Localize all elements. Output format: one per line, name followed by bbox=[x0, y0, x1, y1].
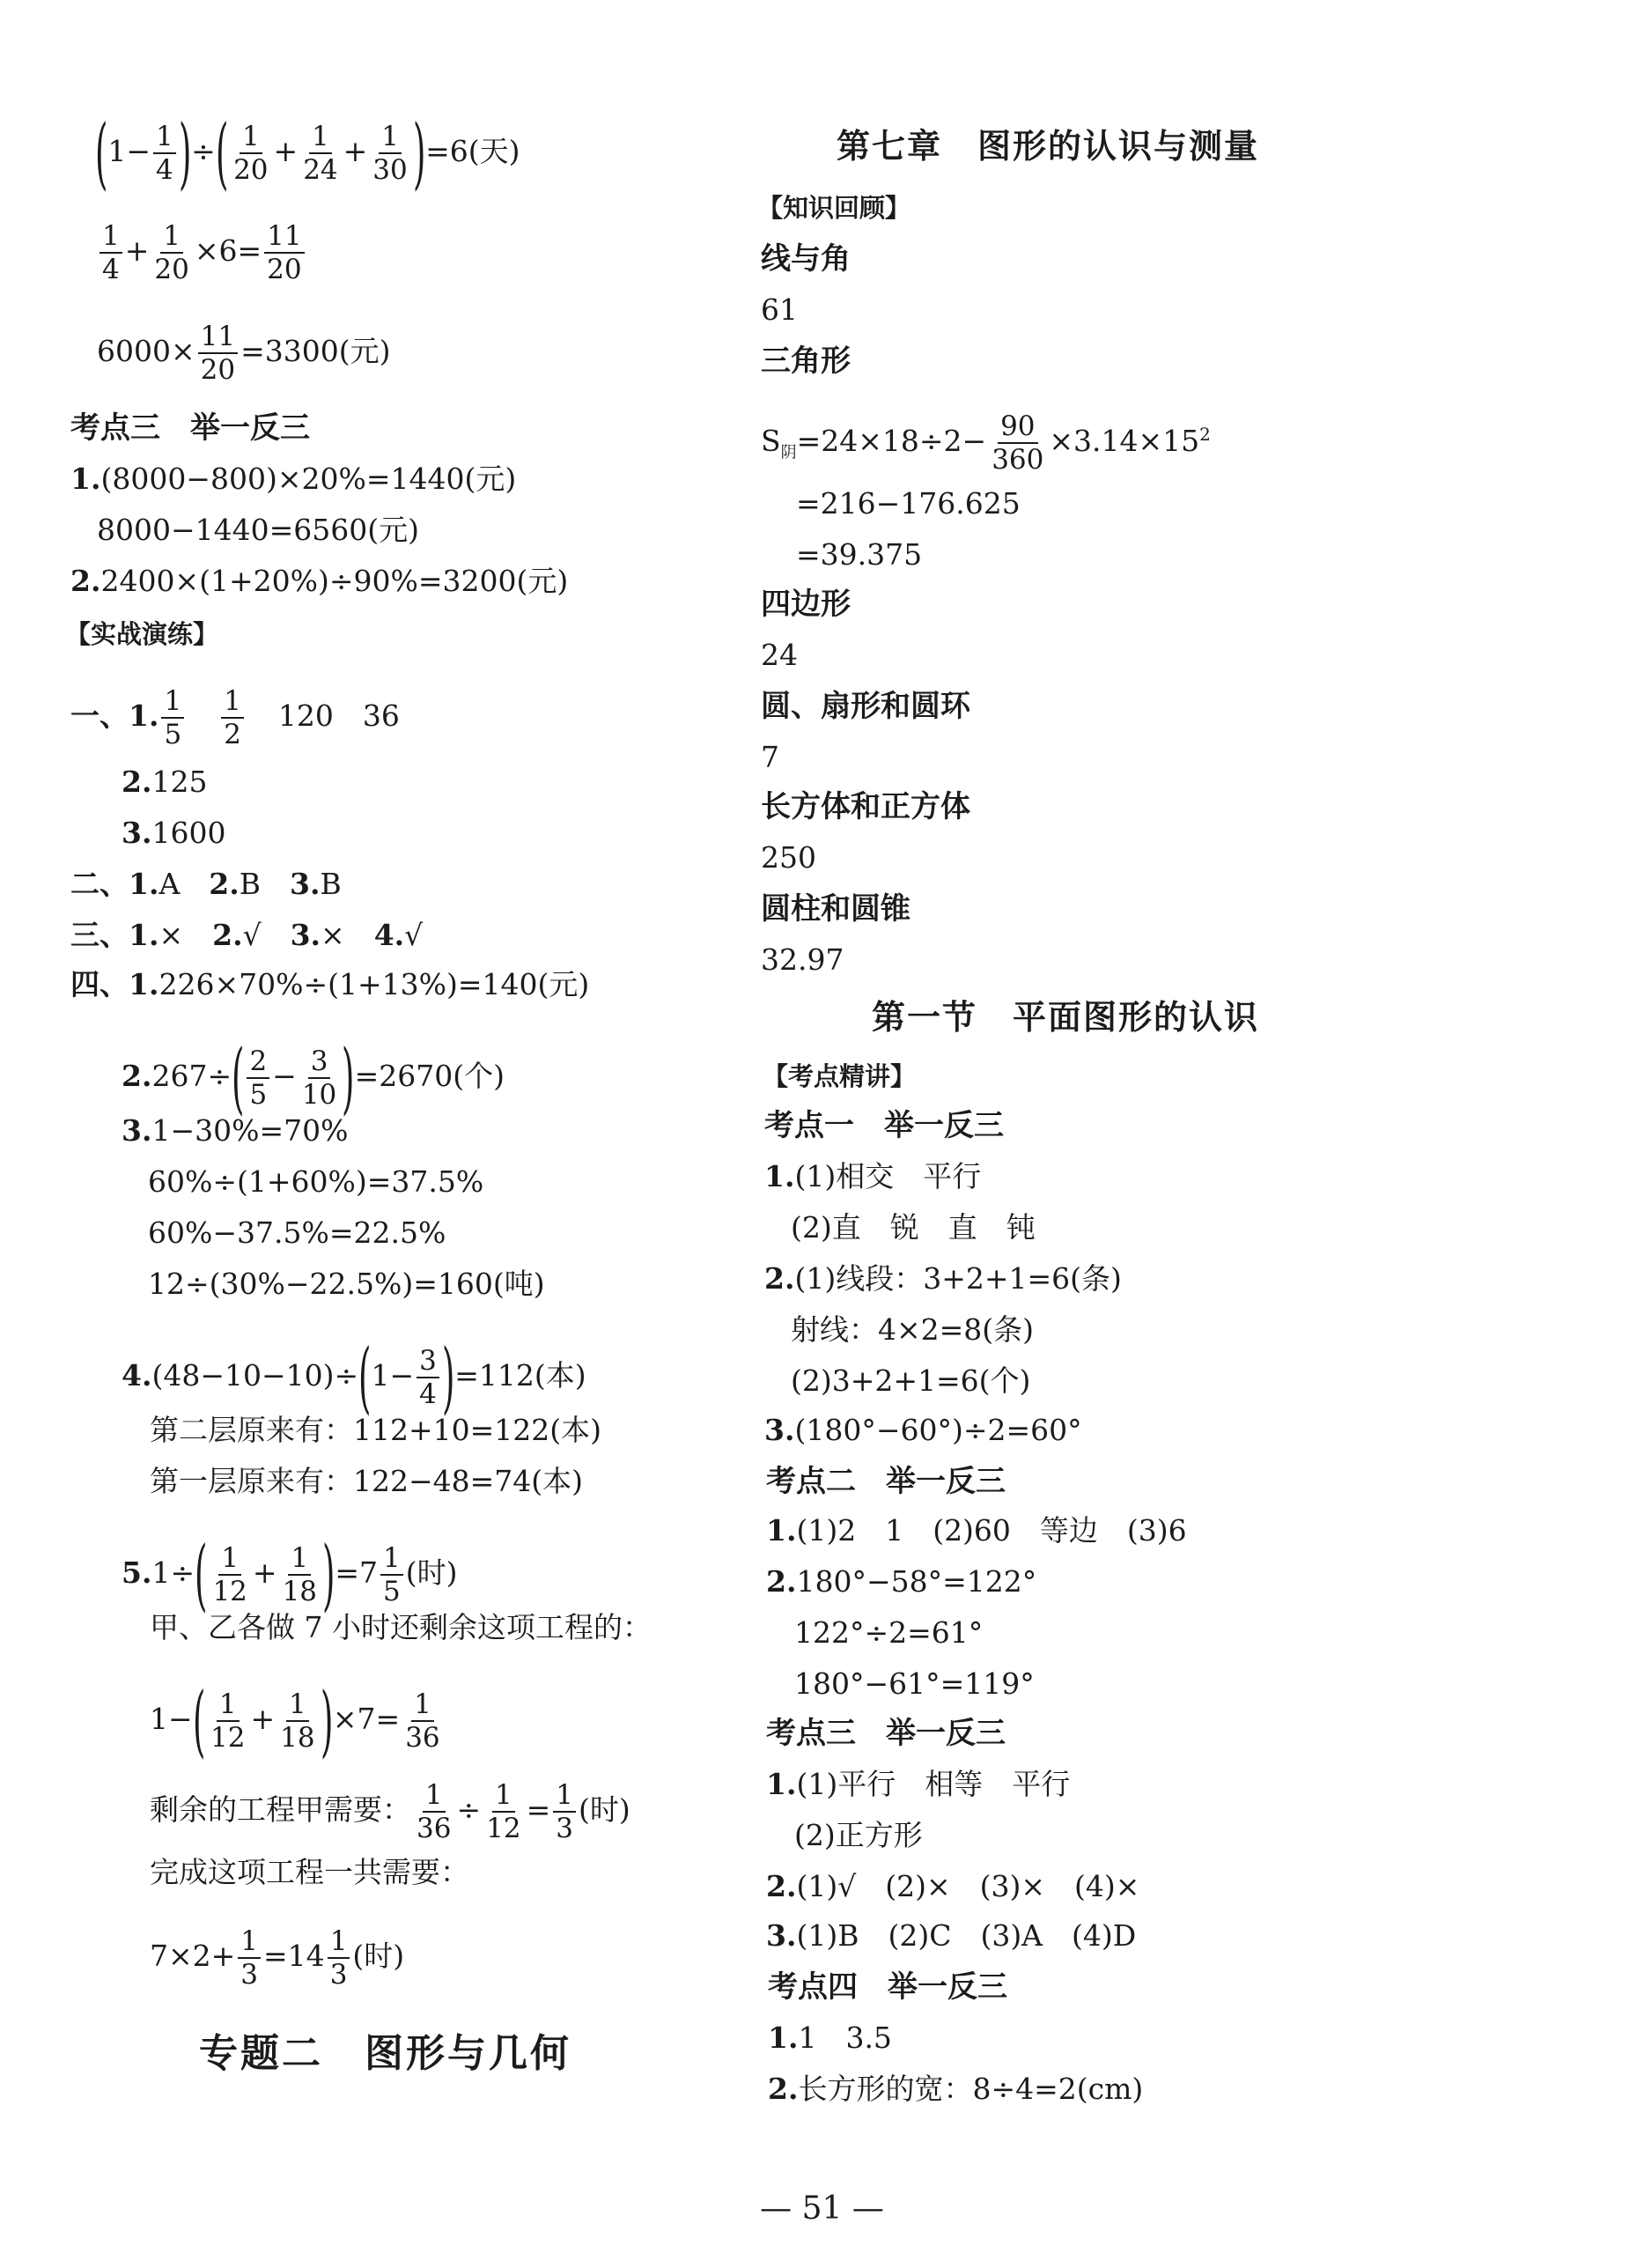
fraction: $\frac{1}{3}$ bbox=[553, 1779, 576, 1844]
fraction: $\frac{1}{5}$ bbox=[161, 685, 184, 750]
answer-line: 1.(1)2 1 (2)60 等边 (3)6 bbox=[766, 1513, 1187, 1548]
answer-line: 8000−1440=6560(元) bbox=[97, 513, 419, 547]
answer-line: =216−176.625 bbox=[796, 486, 1021, 521]
formula-line: $\frac{1}{4}$ + $\frac{1}{20}$ ×6= $\frac{11}{20}$ bbox=[97, 220, 307, 285]
topic-heading: 四边形 bbox=[761, 587, 851, 622]
fraction: $\frac{1}{36}$ bbox=[417, 1779, 452, 1844]
page-number: — 51 — bbox=[760, 2190, 884, 2227]
answer-line: 2.2400×(1+20%)÷90%=3200(元) bbox=[70, 564, 569, 598]
chapter-title: 第七章 图形的认识与测量 bbox=[837, 127, 1260, 166]
answer-line: 甲、乙各做 7 小时还剩余这项工程的： bbox=[150, 1610, 652, 1644]
answer-line: 1.1 3.5 bbox=[768, 2021, 892, 2055]
fraction: $\frac{1}{2}$ bbox=[221, 685, 244, 750]
fraction: $\frac{1}{30}$ bbox=[372, 121, 408, 186]
answer-line: 第二层原来有：112+10=122(本) bbox=[150, 1413, 602, 1447]
answer-line: 1.(8000−800)×20%=1440(元) bbox=[70, 462, 517, 496]
answer-line: 7 bbox=[761, 740, 779, 774]
answer-line: (2)正方形 bbox=[794, 1818, 923, 1852]
answer-line: 射线：4×2=8(条) bbox=[791, 1312, 1035, 1347]
section-heading: 考点三 举一反三 bbox=[766, 1716, 1006, 1751]
answer-line: 2.125 bbox=[122, 765, 208, 799]
answer-line: 3.1−30%=70% bbox=[122, 1113, 349, 1148]
fraction: $\frac{1}{24}$ bbox=[303, 121, 338, 186]
section-heading: 考点一 举一反三 bbox=[764, 1108, 1004, 1143]
topic-heading: 圆柱和圆锥 bbox=[761, 891, 910, 927]
answer-line: 24 bbox=[761, 638, 798, 672]
section-heading: 考点四 举一反三 bbox=[768, 1969, 1007, 2005]
fraction: $\frac{1}{12}$ bbox=[212, 1542, 247, 1607]
answer-line: 61 bbox=[761, 292, 798, 327]
fraction: $\frac{90}{360}$ bbox=[992, 410, 1044, 476]
fraction: $\frac{1}{36}$ bbox=[405, 1688, 440, 1754]
section-tag: 【考点精讲】 bbox=[763, 1061, 917, 1091]
answer-line: (2)直 锐 直 钝 bbox=[791, 1210, 1036, 1245]
answer-line: 二、1.A 2.B 3.B bbox=[70, 867, 342, 901]
answer-line: 180°−61°=119° bbox=[794, 1666, 1035, 1701]
fraction: $\frac{1}{18}$ bbox=[282, 1542, 318, 1607]
answer-line: (2)3+2+1=6(个) bbox=[791, 1363, 1031, 1398]
fraction: $\frac{1}{12}$ bbox=[210, 1688, 246, 1754]
formula-line: 2.267÷( $\frac{2}{5}$ − $\frac{3}{10}$ )=2670(个) bbox=[122, 1032, 505, 1123]
answer-line: 122°÷2=61° bbox=[794, 1615, 984, 1650]
answer-line: 2.(1)线段：3+2+1=6(条) bbox=[764, 1261, 1122, 1296]
left-column bbox=[0, 0, 757, 2202]
fraction: $\frac{1}{20}$ bbox=[233, 121, 269, 186]
answer-line: 2.(1)√ (2)× (3)× (4)× bbox=[766, 1869, 1140, 1903]
section-tag: 【实战演练】 bbox=[65, 619, 219, 649]
fraction: $\frac{1}{3}$ bbox=[238, 1925, 261, 1991]
formula-line: 5.1÷( $\frac{1}{12}$ + $\frac{1}{18}$ )=7 $\frac{1}{5}$ (时) bbox=[122, 1529, 458, 1620]
fraction: $\frac{3}{10}$ bbox=[301, 1045, 337, 1111]
answer-line: 32.97 bbox=[761, 942, 844, 977]
section-heading: 考点三 举一反三 bbox=[70, 410, 310, 446]
answer-line: 1.(1)平行 相等 平行 bbox=[766, 1767, 1071, 1801]
formula-line: 7×2+ $\frac{1}{3}$ =14 $\frac{1}{3}$ (时) bbox=[150, 1925, 405, 1991]
answer-line: 3.1600 bbox=[122, 816, 226, 850]
fraction: $\frac{2}{5}$ bbox=[247, 1045, 269, 1111]
topic-heading: 长方体和正方体 bbox=[761, 789, 970, 824]
answer-line: 1.(1)相交 平行 bbox=[764, 1159, 982, 1193]
topic-title: 专题二 图形与几何 bbox=[199, 2031, 571, 2076]
answer-line: 四、1.226×70%÷(1+13%)=140(元) bbox=[70, 967, 590, 1001]
answer-line: 完成这项工程一共需要： bbox=[150, 1855, 469, 1889]
section-title: 第一节 平面图形的认识 bbox=[872, 998, 1260, 1037]
fraction: $\frac{1}{4}$ bbox=[153, 121, 176, 186]
answer-line: 一、1. $\frac{1}{5}$ $\frac{1}{2}$ 120 36 bbox=[70, 685, 400, 750]
answer-line: 250 bbox=[761, 840, 816, 875]
right-column bbox=[757, 0, 1644, 2202]
answer-line: 2.180°−58°=122° bbox=[766, 1564, 1037, 1599]
topic-heading: 三角形 bbox=[761, 344, 851, 379]
formula-line: 1−( $\frac{1}{12}$ + $\frac{1}{18}$ )×7= $\frac{1}{36}$ bbox=[150, 1682, 446, 1760]
section-heading: 考点二 举一反三 bbox=[766, 1464, 1006, 1499]
fraction: $\frac{1}{18}$ bbox=[280, 1688, 315, 1754]
formula-line: (1− $\frac{1}{4}$ )÷( $\frac{1}{20}$ + $\frac{1}{24}$ + $\frac{1}{30}$ )=6(天) bbox=[94, 107, 520, 198]
formula-line: 剩余的工程甲需要： $\frac{1}{36}$ ÷ $\frac{1}{12}$ = $\frac{1}{3}$ (时) bbox=[150, 1779, 630, 1844]
fraction: $\frac{11}{20}$ bbox=[264, 220, 304, 285]
answer-line: 2.长方形的宽：8÷4=2(cm) bbox=[768, 2072, 1144, 2106]
formula-line: $S_阴=24\times 18\div 2-$ $\frac{90}{360}$ $\times 3.14\times 15^2$ bbox=[761, 410, 1211, 476]
fraction: $\frac{1}{4}$ bbox=[100, 220, 122, 285]
answer-line: 60%−37.5%=22.5% bbox=[148, 1215, 446, 1250]
formula-line: 6000× $\frac{11}{20}$ =3300(元) bbox=[97, 321, 391, 386]
fraction: $\frac{11}{20}$ bbox=[198, 321, 238, 386]
fraction: $\frac{1}{5}$ bbox=[380, 1542, 403, 1607]
fraction: $\frac{1}{20}$ bbox=[154, 220, 189, 285]
fraction: $\frac{1}{3}$ bbox=[328, 1925, 350, 1991]
answer-line: 12÷(30%−22.5%)=160(吨) bbox=[148, 1267, 545, 1301]
fraction: $\frac{3}{4}$ bbox=[417, 1345, 439, 1410]
section-tag: 【知识回顾】 bbox=[757, 193, 911, 223]
answer-line: 第一层原来有：122−48=74(本) bbox=[150, 1464, 584, 1498]
answer-line: 60%÷(1+60%)=37.5% bbox=[148, 1164, 484, 1199]
answer-line: 三、1.× 2.√ 3.× 4.√ bbox=[70, 918, 424, 952]
answer-line: 3.(1)B (2)C (3)A (4)D bbox=[766, 1918, 1137, 1953]
formula-line: 4.(48−10−10)÷(1− $\frac{3}{4}$ )=112(本) bbox=[122, 1332, 586, 1422]
fraction: $\frac{1}{12}$ bbox=[486, 1779, 521, 1844]
topic-heading: 圆、扇形和圆环 bbox=[761, 689, 970, 724]
answer-line: =39.375 bbox=[796, 537, 923, 572]
answer-line: 3.(180°−60°)÷2=60° bbox=[764, 1413, 1082, 1447]
topic-heading: 线与角 bbox=[761, 241, 851, 277]
